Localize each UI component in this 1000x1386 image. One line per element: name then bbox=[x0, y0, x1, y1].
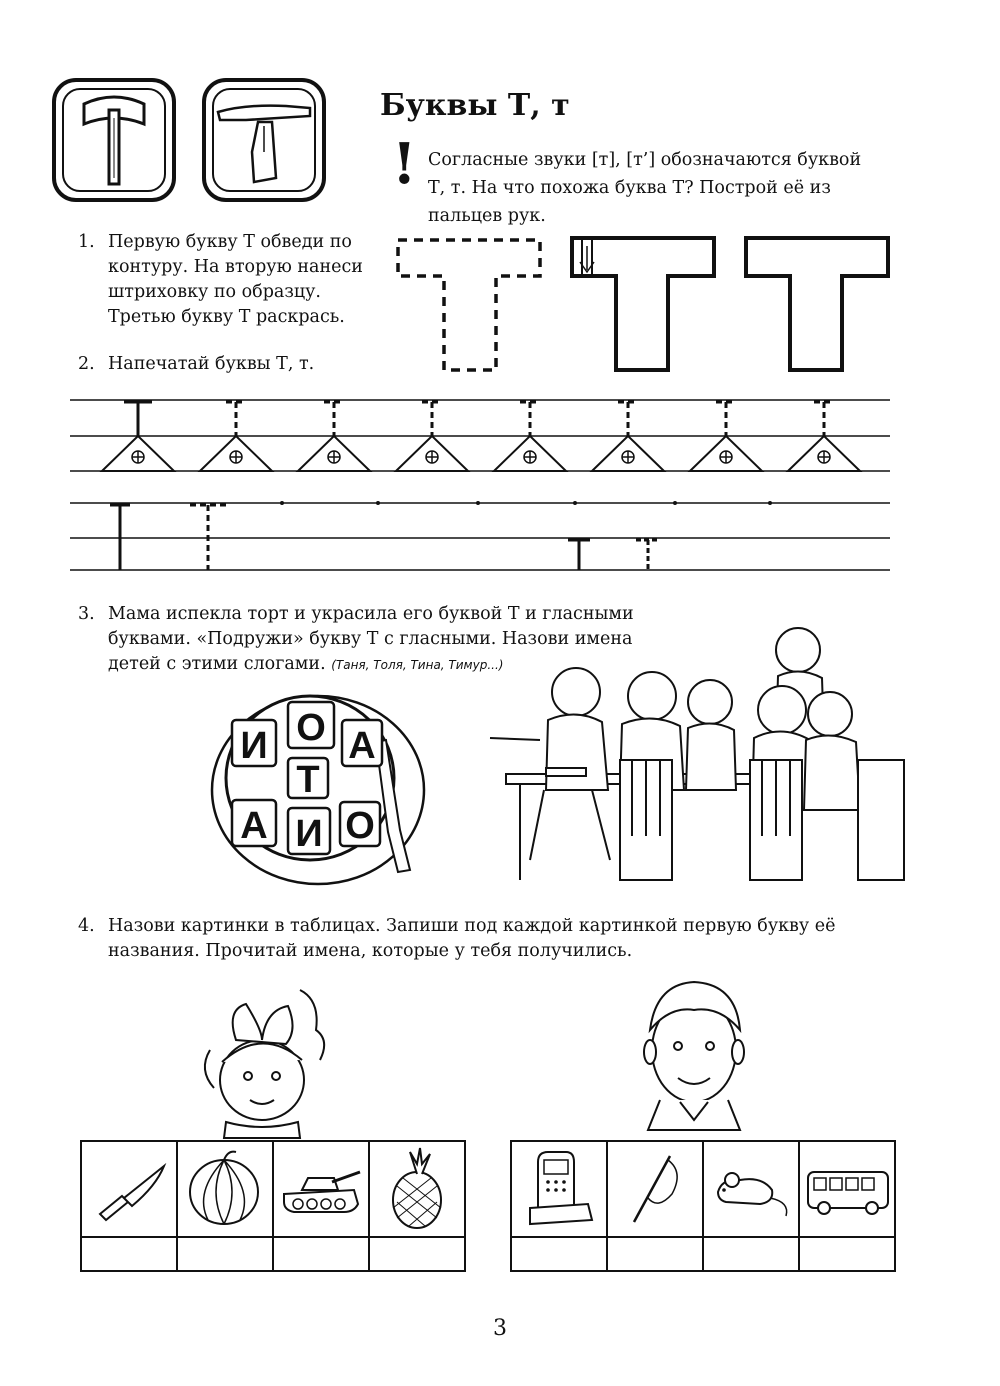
task-number: 2. bbox=[78, 354, 95, 374]
cake-letter: Т bbox=[296, 759, 320, 801]
task-number: 3. bbox=[78, 604, 95, 624]
picture-cell bbox=[81, 1141, 177, 1237]
task-text: Напечатай буквы Т, т. bbox=[108, 354, 315, 374]
picture-cell bbox=[369, 1141, 465, 1237]
answer-cell[interactable] bbox=[799, 1237, 895, 1271]
watermelon-icon bbox=[178, 1142, 272, 1232]
cake-letter: А bbox=[348, 725, 376, 767]
sample-names: (Таня, Толя, Тина, Тимур...) bbox=[331, 658, 504, 672]
needle-icon bbox=[608, 1142, 702, 1232]
answer-cell[interactable] bbox=[369, 1237, 465, 1271]
telephone-icon bbox=[512, 1142, 606, 1232]
exclamation-mark: ! bbox=[392, 131, 417, 197]
answer-cell[interactable] bbox=[607, 1237, 703, 1271]
girl-icon bbox=[205, 990, 324, 1138]
answer-cell[interactable] bbox=[703, 1237, 799, 1271]
cake-letter: И bbox=[240, 725, 268, 767]
task-number: 1. bbox=[78, 232, 95, 252]
page-title: Буквы Т, т bbox=[380, 88, 570, 123]
picture-cell bbox=[703, 1141, 799, 1237]
picture-cell bbox=[511, 1141, 607, 1237]
cake-letter: О bbox=[296, 707, 326, 749]
answer-cell[interactable] bbox=[81, 1237, 177, 1271]
answer-cell[interactable] bbox=[177, 1237, 273, 1271]
task-text: Первую букву Т обведи по контуру. На вторую нанеси штриховку по образцу. Третью букву Т раскрась. bbox=[108, 232, 363, 327]
bus-icon bbox=[800, 1142, 894, 1232]
girl-picture-table bbox=[80, 1140, 466, 1272]
picture-cell bbox=[273, 1141, 369, 1237]
picture-cell bbox=[177, 1141, 273, 1237]
pineapple-icon bbox=[370, 1142, 464, 1232]
cake-letter: А bbox=[240, 805, 268, 847]
knife-icon bbox=[82, 1142, 176, 1232]
task-number: 4. bbox=[78, 916, 95, 936]
task-text: Назови картинки в таблицах. Запиши под каждой картинкой первую букву её названия. Прочитай имена, которые у тебя получились. bbox=[108, 916, 836, 961]
mouse-icon bbox=[704, 1142, 798, 1232]
boy-picture-table bbox=[510, 1140, 896, 1272]
answer-cell[interactable] bbox=[273, 1237, 369, 1271]
boy-icon bbox=[644, 982, 744, 1130]
picture-cell bbox=[799, 1141, 895, 1237]
task-text: Мама испекла торт и украсила его буквой Т и гласными буквами. «Подружи» букву Т с гласными. Назови имена детей с этими слогами. bbox=[108, 604, 634, 674]
page-number: 3 bbox=[493, 1316, 507, 1341]
intro-text: Согласные звуки [т], [т’] обозначаются буквой Т, т. На что похожа буква Т? Построй её из пальцев рук. bbox=[428, 150, 862, 226]
cake-letter: И bbox=[295, 813, 323, 855]
cake-letter: О bbox=[345, 805, 375, 847]
picture-cell bbox=[607, 1141, 703, 1237]
answer-cell[interactable] bbox=[511, 1237, 607, 1271]
tank-icon bbox=[274, 1142, 368, 1232]
